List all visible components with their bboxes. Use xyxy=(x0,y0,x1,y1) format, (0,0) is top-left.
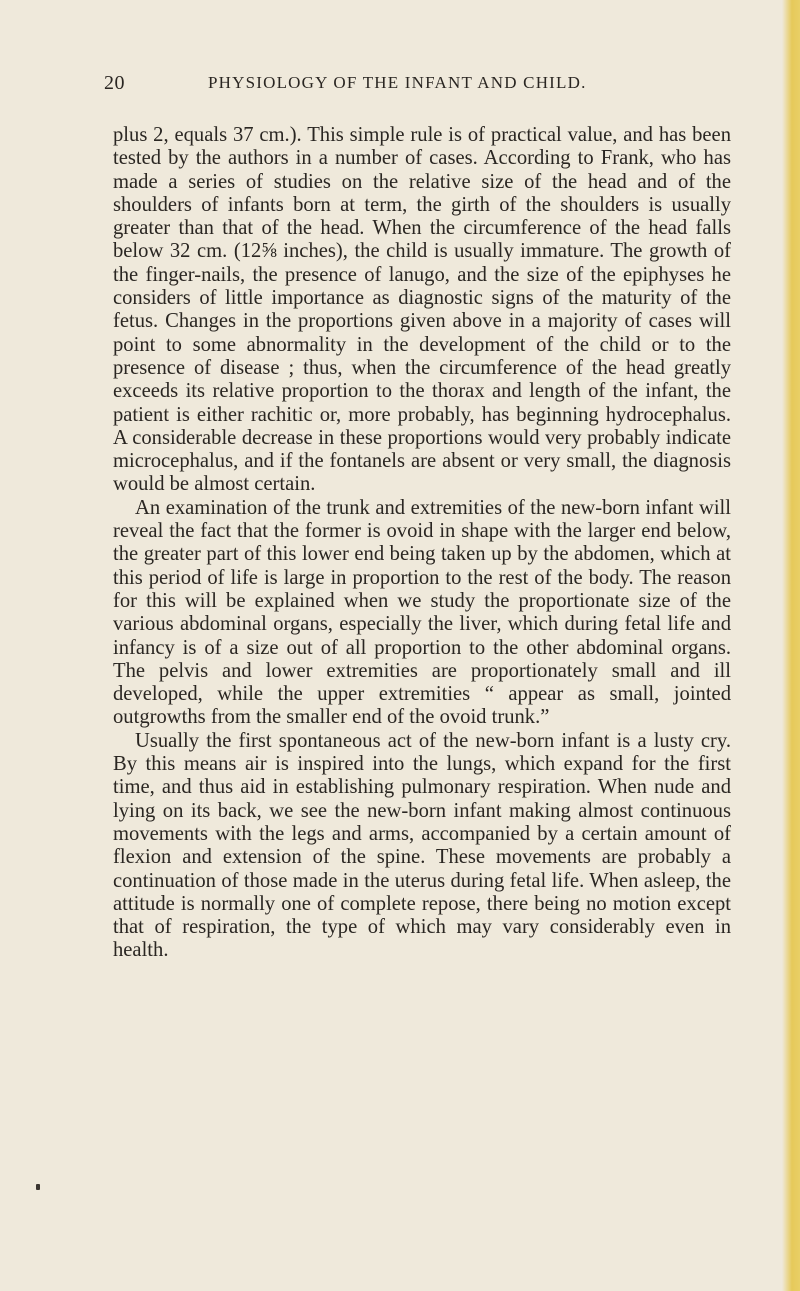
running-title: PHYSIOLOGY OF THE INFANT AND CHILD. xyxy=(208,73,587,92)
page-header xyxy=(104,72,744,98)
paragraph-2: An examination of the trunk and extremities of the new-born infant will reveal the fact that the former is ovoid in shape with the larger end below, the greater part of this lower end being taken up by the abdomen, which at this period of life is large in proportion to the rest of the body. The reason for this will be explained when we study the proportionate size of the various abdominal organs, especially the liver, which during fetal life and infancy is of a size out of all proportion to the other abdominal organs. The pelvis and lower extremities are proportionately small and ill developed, while the upper extremities “ appear as small, jointed outgrowths from the smaller end of the ovoid trunk.” xyxy=(113,496,731,729)
body-text xyxy=(113,124,731,963)
paragraph-1: plus 2, equals 37 cm.). This simple rule is of practical value, and has been tested by the authors in a number of cases. According to Frank, who has made a series of studies on the relative size of the head and of the shoulders of infants born at term, the girth of the shoulders is usually greater than that of the head. When the circumference of the head falls below 32 cm. (12⅝ inches), the child is usually immature. The growth of the finger-nails, the presence of lanugo, and the size of the epiphyses he considers of little importance as diagnostic signs of the maturity of the fetus. Changes in the proportions given above in a majority of cases will point to some abnormality in the development of the child or to the presence of disease ; thus, when the circumference of the head greatly exceeds its relative proportion to the thorax and length of the infant, the patient is either rachitic or, more probably, has beginning hydrocephalus. A considerable decrease in these proportions would very probably indicate microcephalus, and if the fontanels are absent or very small, the diagnosis would be almost certain. xyxy=(113,124,731,496)
ink-speck xyxy=(36,1184,40,1190)
page-edge xyxy=(782,0,800,1291)
paragraph-3: Usually the first spontaneous act of the new-born infant is a lusty cry. By this means air is inspired into the lungs, which expand for the first time, and thus aid in establishing pulmonary respiration. When nude and lying on its back, we see the new-born infant making almost continuous movements with the legs and arms, accompanied by a certain amount of flexion and extension of the spine. These movements are probably a continuation of those made in the uterus during fetal life. When asleep, the attitude is normally one of complete repose, there being no motion except that of respiration, the type of which may vary considerably even in health. xyxy=(113,729,731,962)
page-number: 20 xyxy=(104,72,125,94)
